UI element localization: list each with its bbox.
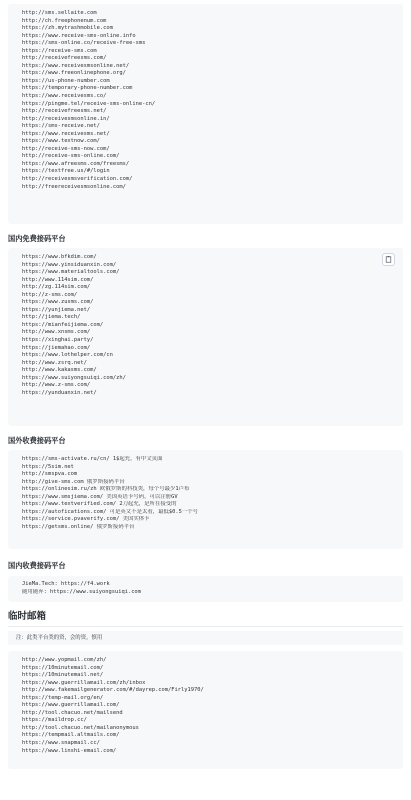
code-line: https://us-phone-number.com [22,77,110,84]
code-line: https://maildrop.cc/ [22,717,87,724]
code-line: https://yunduanxin.net/ [22,389,97,396]
code-line: https://tempmail.altmails.com/ [22,732,120,739]
code-line: https://zh.mytrashmobile.com [22,25,113,32]
code-line: https://10minutemail.com/ [22,664,104,671]
code-line: http://freereceivesmsonline.com/ [22,183,126,190]
code-line: https://www.suiyongsuiqi.com/zh/ [22,374,126,381]
code-line: https://temp-mail.org/en/ [22,694,104,701]
code-line: https://onlinesim.ru/zh 欧俄罗斯的科技类，每个号最少1卢布 [22,486,190,493]
code-line: http://receivefreesms.net/ [22,108,107,115]
code-line: https://www.materialtools.com/ [22,269,120,276]
heading-foreign-paid: 国外收费接码平台 [8,436,66,445]
code-line: https://www.textnow.com/ [22,138,100,145]
heading-domestic-paid: 国内收费接码平台 [8,561,66,570]
code-line: http://receivesmsonline.in/ [22,115,110,122]
code-line: https://www.yinsiduanxin.com/ [22,261,117,268]
code-line: https://www.guerrillamail.com/ [22,702,120,709]
code-line: https://www.receivesms.net/ [22,130,110,137]
code-line: http://receivesmsverification.com/ [22,176,133,183]
code-line: https://www.snapmail.cc/ [22,740,100,747]
code-line: https://www.linshi-email.com/ [22,747,117,754]
code-line: http://www.kakasms.com/ [22,367,97,374]
code-line: https://sms-online.co/receive-free-sms [22,40,146,47]
code-line: http://sms.sellaite.com [22,10,97,16]
code-line: https://www.receivesmsonline.net/ [22,62,130,69]
code-line: https://temporary-phone-number.com [22,85,133,92]
code-line: http://www.114sim.com/ [22,276,94,283]
code-line: http://www.z-sms.com/ [22,382,91,389]
code-line: https://www.bfkdim.com/ [22,254,97,260]
code-line: http://receive-sms-now.com/ [22,145,110,152]
code-line: https://10minutemail.net/ [22,672,104,679]
code-line: https://www.afreesms.com/freesms/ [22,160,130,167]
code-line: https://www.guerrillamail.com/zh/inbox [22,679,146,686]
code-line: https://sms-activate.ru/cn/ 1$起充，有中文页面 [22,456,163,462]
code-line: http://tool.chacuo.net/mailanonymous [22,724,139,731]
code-line: JieMa.Tech: https://f4.work [22,581,110,587]
code-line: https://autofications.com/ 可是英文不是太看，最低$0.5一个号 [22,508,199,515]
code-block-temp-mail [8,651,403,769]
code-line: https://sms-receive.net/ [22,123,100,130]
code-line: http://zg.114sim.com/ [22,284,91,291]
code-line: https://www.zusms.com/ [22,299,94,306]
code-line: http://smspva.com [22,471,78,478]
copy-icon [383,254,394,265]
page-content [8,4,403,769]
copy-button[interactable] [382,253,395,266]
code-line: https://xinghai.party/ [22,337,94,344]
code-line: http://www.zsrq.net/ [22,359,87,366]
code-line: http://www.yopmail.com/zh/ [22,657,107,663]
code-line: https://www.freeonlinephone.org/ [22,70,126,77]
code-block-foreign-paid [8,450,403,549]
code-block-domestic-free [8,248,403,426]
code-line: http://receive-sms-online.com/ [22,153,120,160]
code-line: http://tool.chacuo.net/mailsend [22,709,123,716]
code-line: https://jiemahao.com/ [22,344,91,351]
code-line: 随用随弃: https://www.suiyongsuiqi.com [22,588,141,595]
code-line: http://receivefreesms.com/ [22,55,107,62]
code-line: https://receive-sms.com [22,47,97,54]
code-line: https://www.receivesms.co/ [22,93,107,100]
code-line: https://service.pvaverify.com/ 美国实体卡 [22,516,150,523]
temp-mail-note: 注：此类平台类的资，会的资，慎用 [8,631,403,645]
code-line: http://give-sms.com 俄罗斯接码平台 [22,478,125,485]
code-line: http://ch.freephonenum.com [22,17,107,24]
code-line: https://5sim.net [22,463,74,470]
code-line: https://www.textverified.com/ 2刀起充，是所在接受的 [22,501,177,508]
code-line: http://www.xnsms.com/ [22,329,91,336]
code-line: http://z-sms.com/ [22,291,78,298]
code-line: https://pingme.tel/receive-sms-online-cn/ [22,100,156,107]
code-line: https://mianfeijiema.com/ [22,321,104,328]
code-line: https://textfree.us/#/login [22,168,110,175]
code-block-free-sms-sites [8,4,403,224]
code-line: https://www.smsjiema.com/ 美国英语卡号码，可以注册GV [22,493,178,500]
code-line: https://www.lothelper.com/cn [22,352,113,359]
code-block-domestic-paid [8,576,403,602]
code-line: https://getsms.online/ 俄罗斯接码平台 [22,523,135,530]
heading-domestic-free: 国内免费接码平台 [8,234,66,243]
heading-temp-mail: 临时邮箱 [8,611,47,622]
code-line: http://www.fakemailgenerator.com/#/dayrep.com/Firly1970/ [22,687,204,694]
code-line: https://yunjiema.net/ [22,306,91,313]
code-line: http://jiema.tech/ [22,314,81,321]
code-line: https://www.receive-sms-online.info [22,32,136,39]
